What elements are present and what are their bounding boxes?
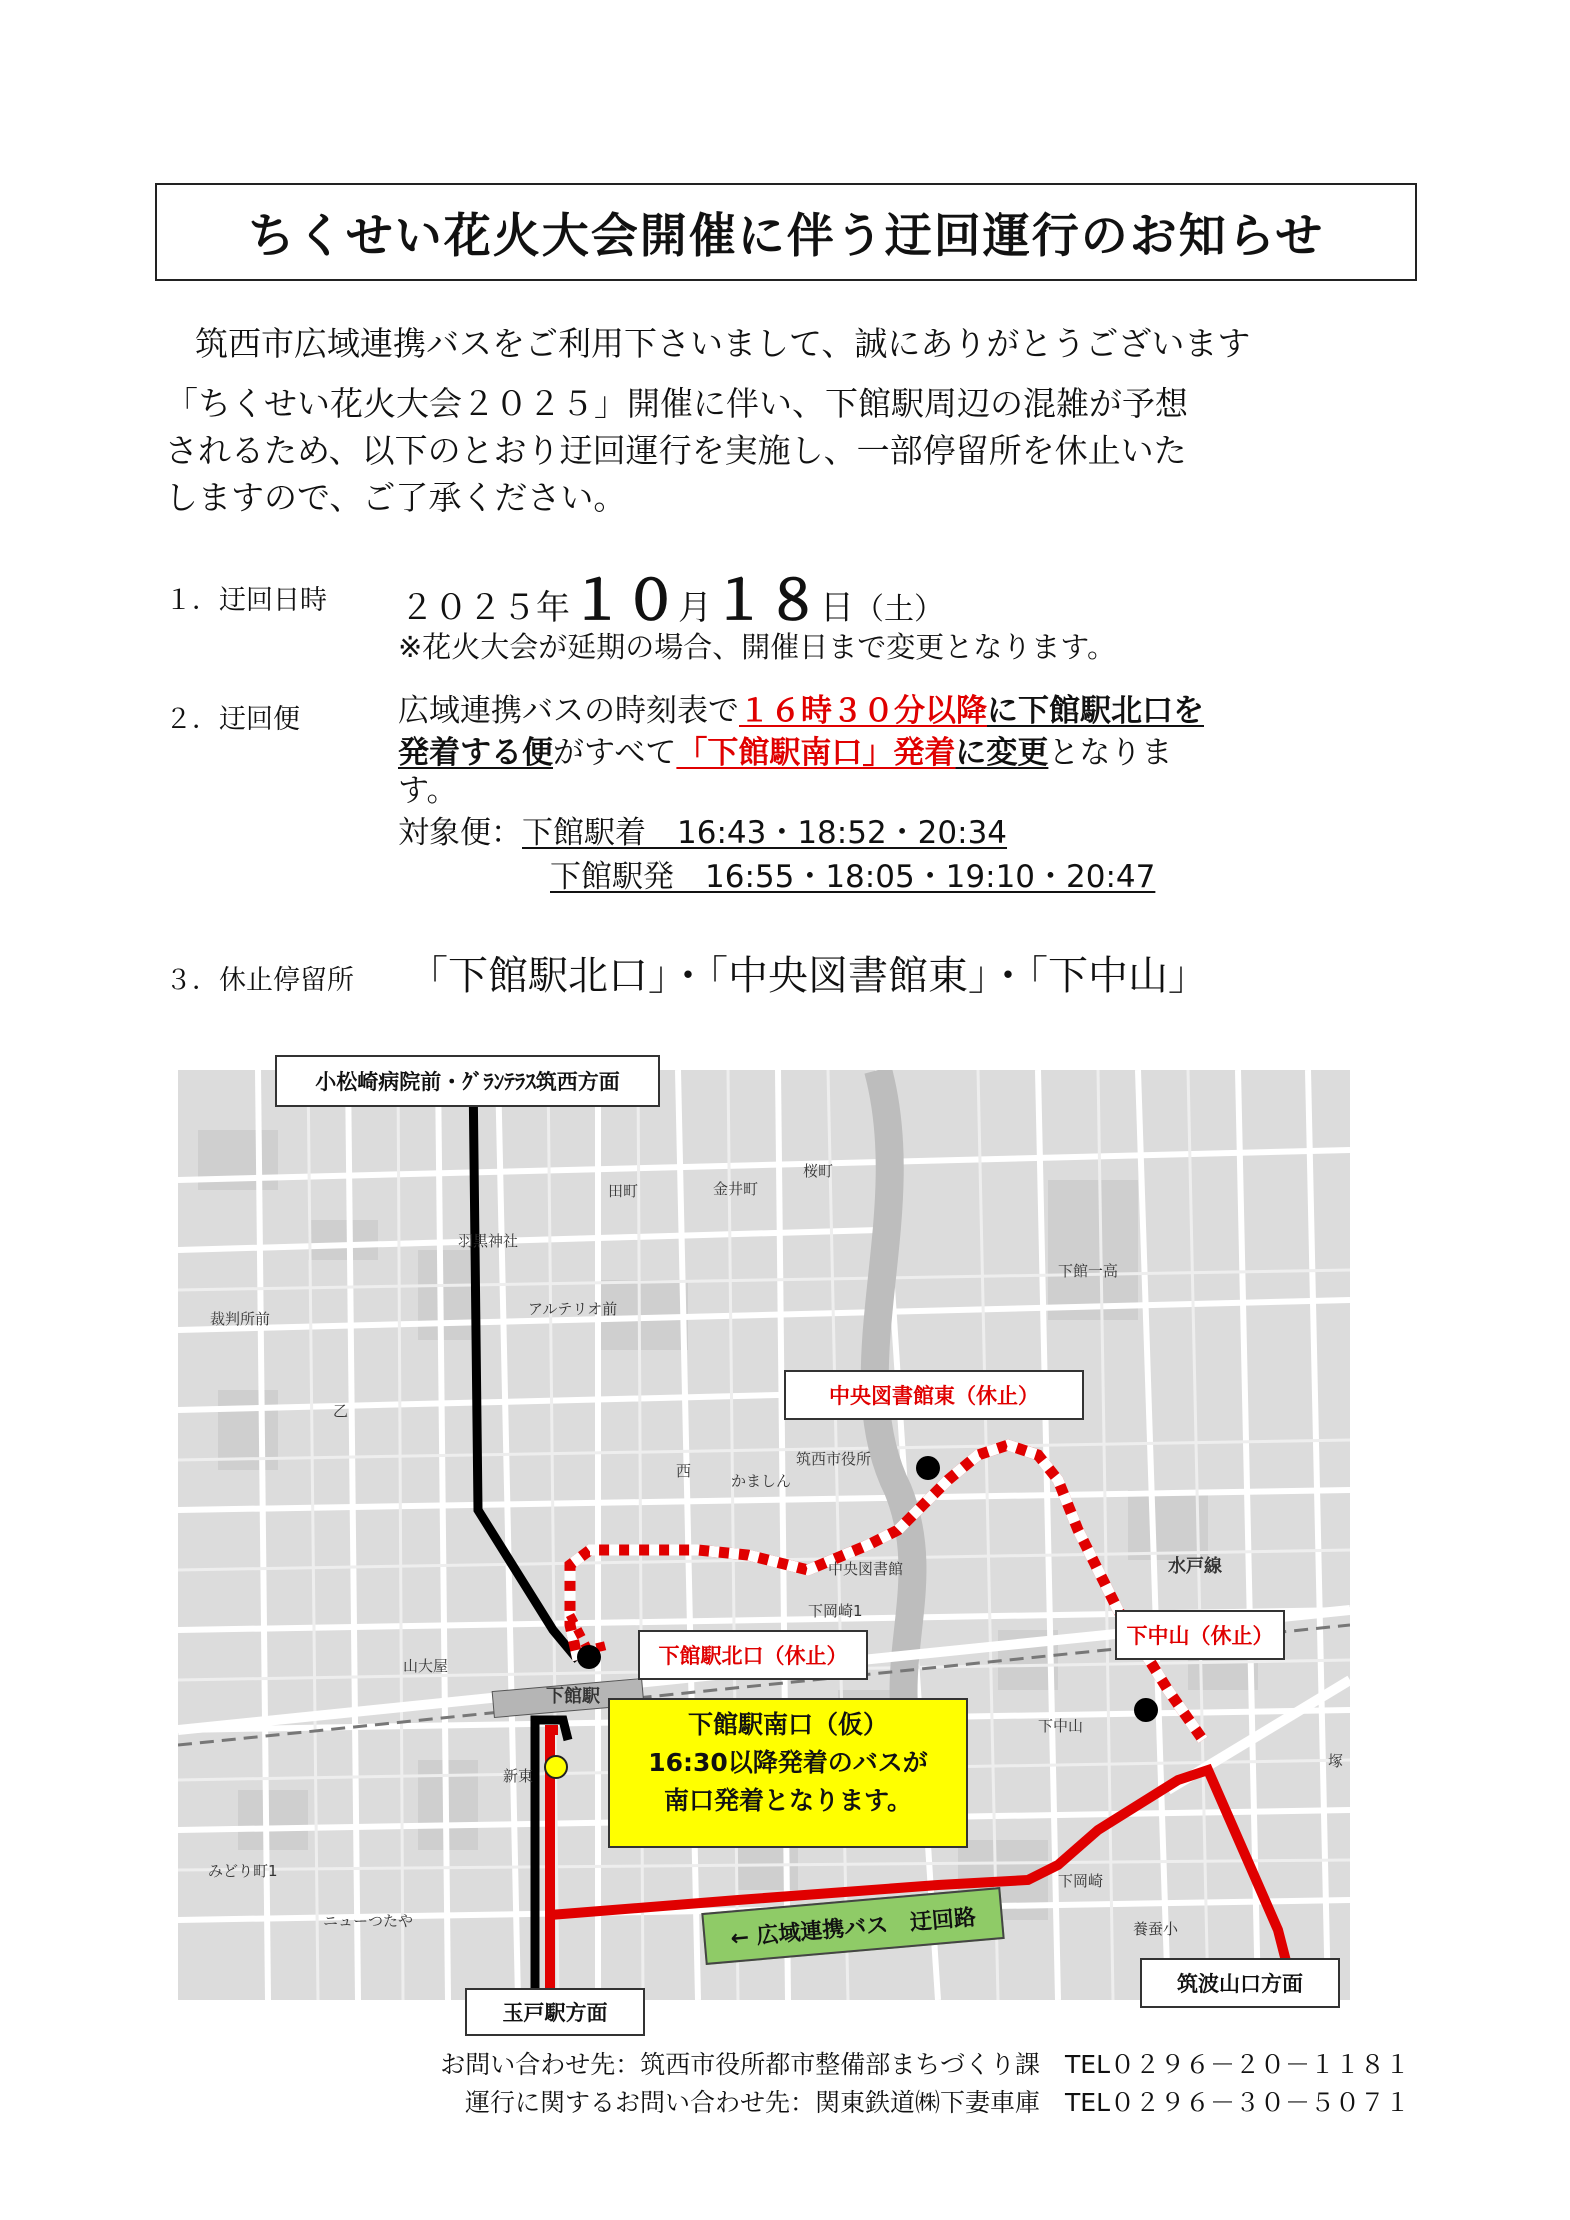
arrive-row [522,815,1007,851]
body-line-2: されるため、以下のとおり迂回運行を実施し、一部停留所を休止いた [165,431,1187,470]
detour-map [178,1070,1350,2025]
s2-text-b: がすべて [553,735,677,771]
label-new-otaya: ニューつたや [323,1912,414,1930]
footer-contact-2: 運行に関するお問い合わせ先：関東鉄道㈱下妻車庫 TEL０２９６－３０－５０７１ [465,2088,1410,2117]
map-graphic [178,1070,1350,2000]
label-otsu: 乙 [333,1402,349,1420]
section3-label: ３．休止停留所 [165,965,354,996]
s2-north-exit: に下館駅北口を [987,693,1204,729]
label-nishi: 西 [676,1462,692,1480]
section2-line2 [398,732,1172,774]
detour-route-label: ← 広域連携バス 迂回路 [701,1887,1004,1965]
label-yamatoya: 山大屋 [403,1657,449,1675]
south-exit-line2: 16:30以降発着のバスが [648,1748,928,1777]
label-station: 下館駅 [546,1686,600,1707]
arrive-times: 16:43・18:52・20:34 [677,815,1008,851]
label-shimodate-high: 下館一高 [1058,1262,1119,1280]
section2-target-arrive [398,812,1007,854]
south-exit-line1: 下館駅南口（仮） [687,1710,888,1739]
label-shimo-nakayama: 下中山 [1038,1717,1084,1735]
depart-label: 下館駅発 [550,859,674,895]
body-line-3: しますので、ご了承ください。 [165,478,627,517]
s2-text-e: となりま [1048,735,1173,771]
label-yoga: 養蚕小 [1133,1920,1179,1938]
label-tada: 田町 [608,1182,639,1200]
target-label: 対象便： [398,815,522,851]
label-tsuka: 塚 [1328,1752,1344,1770]
s2-change: に変更 [955,735,1049,771]
callout-komatsuzaki: 小松崎病院前・ｸﾞﾗﾝﾃﾗｽ筑西方面 [275,1055,660,1107]
date-month-char: 月 [678,588,712,628]
depart-times: 16:55・18:05・19:10・20:47 [705,859,1156,895]
suspended-stops: 「下館駅北口」・「中央図書館東」・「下中山」 [408,953,1208,999]
footer-contact-1: お問い合わせ先：筑西市役所都市整備部まちづくり課 TEL０２９６－２０－１１８１ [440,2050,1410,2079]
label-haguro: 羽黒神社 [458,1232,519,1250]
label-midoricho: みどり町1 [208,1862,278,1880]
callout-north-exit: 下館駅北口（休止） [638,1630,868,1680]
arrive-label: 下館駅着 [522,815,646,851]
section2-target-depart [550,856,1155,898]
s2-south-exit: 「下館駅南口」発着 [676,735,956,771]
label-kamashin: かましん [731,1472,792,1490]
south-exit-line3: 南口発着となります。 [663,1786,912,1815]
label-arteria: アルテリオ前 [528,1300,618,1318]
section1-label: １．迂回日時 [165,585,327,616]
label-sakurama: 桜町 [803,1162,834,1180]
s2-text-a: 広域連携バスの時刻表で [398,693,739,729]
date-day: １８ [712,569,820,632]
label-library: 中央図書館 [828,1560,904,1578]
section2-line3: す。 [398,773,458,809]
section1-date [400,558,944,635]
s2-departing: 発着する便 [398,735,553,771]
south-exit-notice [608,1698,968,1848]
intro-text: 筑西市広域連携バスをご利用下さいまして、誠にありがとうございます [195,324,1251,363]
page-title: ちくせい花火大会開催に伴う迂回運行のお知らせ [247,208,1325,264]
label-shimo-okazaki-2: 下岡崎 [1058,1872,1104,1890]
label-shimo-okazaki: 下岡崎1 [808,1602,863,1620]
callout-library-east: 中央図書館東（休止） [784,1370,1084,1420]
label-city-hall: 筑西市役所 [796,1450,872,1468]
callout-tamado: 玉戸駅方面 [465,1988,645,2036]
label-saibansho: 裁判所前 [210,1310,271,1328]
label-kanai: 金井町 [713,1180,759,1198]
date-month: １０ [570,569,678,632]
body-line-1: 「ちくせい花火大会２０２５」開催に伴い、下館駅周辺の混雑が予想 [165,384,1188,423]
date-year: ２０２５年 [400,588,570,628]
date-weekday: （土） [854,592,944,627]
date-day-char: 日 [820,588,854,628]
callout-shimonakayama: 下中山（休止） [1115,1610,1285,1660]
section2-label: ２．迂回便 [165,704,300,735]
depart-row [550,859,1155,895]
section1-note: ※花火大会が延期の場合、開催日まで変更となります。 [398,630,1116,664]
s2-time-highlight: １６時３０分以降 [739,693,987,729]
label-mito-line: 水戸線 [1168,1556,1222,1577]
title-box [155,183,1417,281]
callout-tsukuba: 筑波山口方面 [1140,1958,1340,2008]
section2-line1 [398,690,1204,732]
label-shinto: 新東 [503,1767,534,1785]
